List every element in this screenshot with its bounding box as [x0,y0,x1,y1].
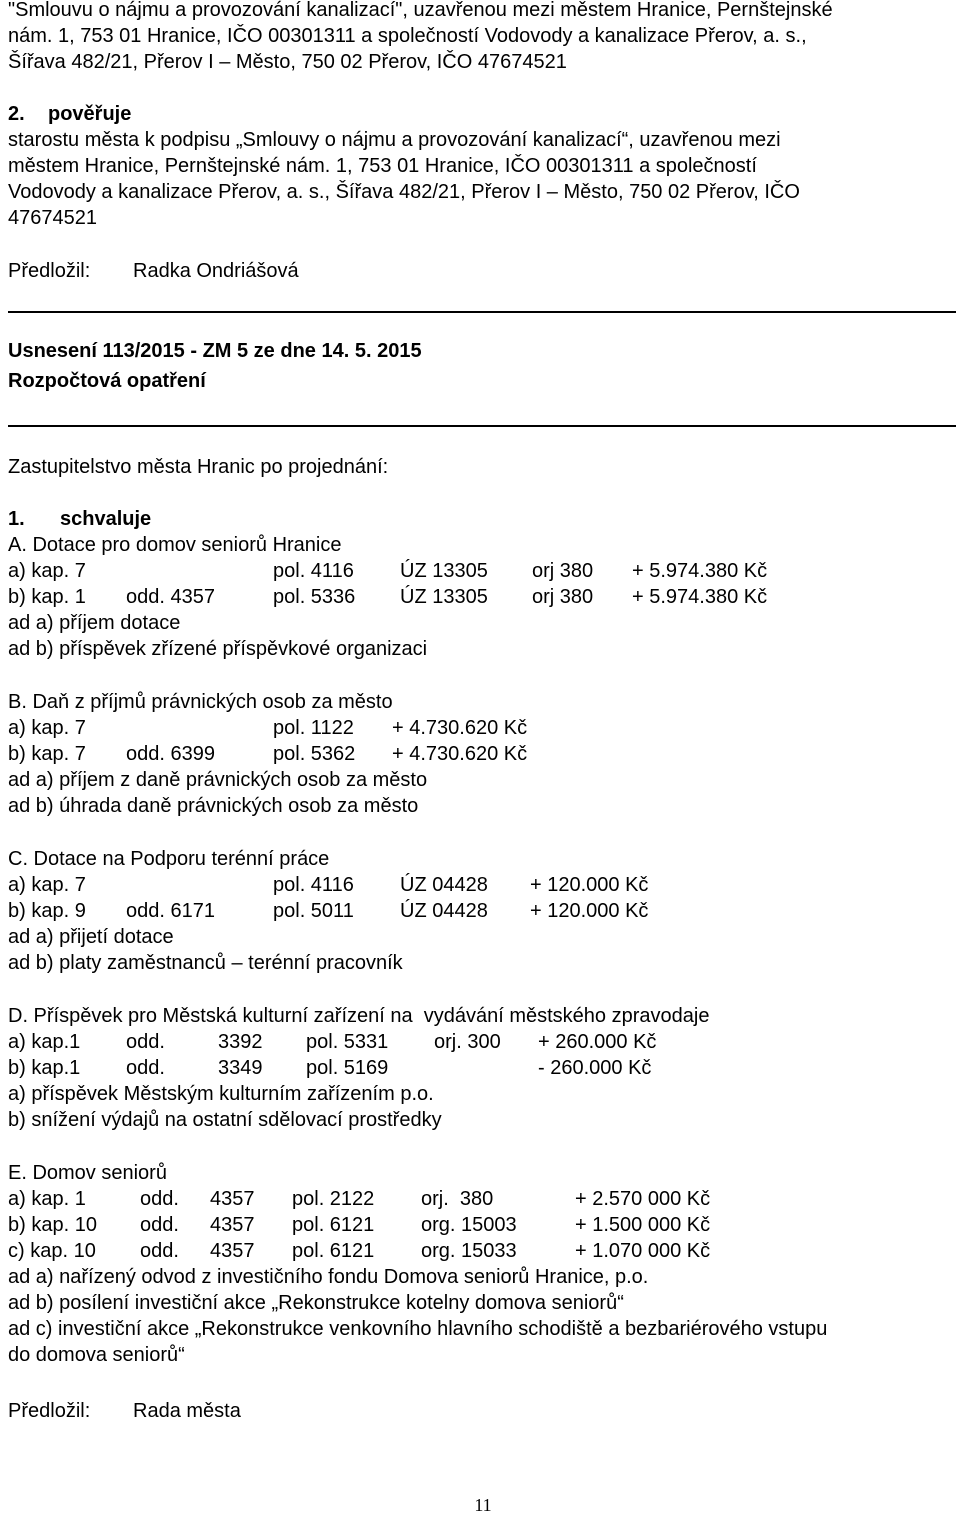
submitter-label: Předložil: [8,260,91,282]
section-b-note: ad b) úhrada daně právnických osob za město [8,795,419,817]
section-b-title: B. Daň z příjmů právnických osob za město [8,691,393,713]
row-org: org. 15033 [421,1240,517,1262]
section-e-note: ad a) nařízený odvod z investičního fondu Domova seniorů Hranice, p.o. [8,1266,649,1288]
row-chapter: c) kap. 10 [8,1240,96,1262]
section-d-title: D. Příspěvek pro Městská kulturní zařízení na vydávání městského zpravodaje [8,1005,710,1027]
row-item: pol. 2122 [292,1188,375,1210]
section-e-note: ad c) investiční akce „Rekonstrukce venkovního hlavního schodiště a bezbariérového vstupu [8,1318,828,1340]
item2-line: městem Hranice, Pernštejnské nám. 1, 753 01 Hranice, IČO 00301311 a společností [8,155,757,177]
row-section: odd. 6399 [126,743,215,765]
section-b-note: ad a) příjem z daně právnických osob za město [8,769,428,791]
row-section-label: odd. [140,1214,179,1236]
row-amount: + 120.000 Kč [530,874,649,896]
item2-line: starostu města k podpisu „Smlouvy o nájmu a provozování kanalizací“, uzavřenou mezi [8,129,781,151]
section-d-note: b) snížení výdajů na ostatní sdělovací prostředky [8,1109,442,1131]
row-section: odd. 4357 [126,586,215,608]
row-amount: + 4.730.620 Kč [392,743,528,765]
row-amount: + 1.500 000 Kč [575,1214,711,1236]
row-chapter: b) kap.1 [8,1057,81,1079]
section-e-note: do domova seniorů“ [8,1344,185,1366]
row-item: pol. 4116 [273,560,354,582]
row-chapter: b) kap. 7 [8,743,86,765]
row-section: odd. 6171 [126,900,215,922]
submitter-name: Radka Ondriášová [133,260,299,282]
item2-line: Vodovody a kanalizace Přerov, a. s., Šířava 482/21, Přerov I – Město, 750 02 Přerov, IČO [8,181,800,203]
row-item: pol. 5169 [306,1057,389,1079]
row-item: pol. 5362 [273,743,356,765]
row-amount: + 5.974.380 Kč [632,560,768,582]
row-orj: orj 380 [532,560,594,582]
row-amount: + 1.070 000 Kč [575,1240,711,1262]
item2-verb: pověřuje [48,103,132,125]
row-chapter: a) kap. 1 [8,1188,86,1210]
row-chapter: a) kap. 7 [8,717,86,739]
row-item: pol. 4116 [273,874,354,896]
row-item: pol. 6121 [292,1240,375,1262]
intro-line: nám. 1, 753 01 Hranice, IČO 00301311 a společností Vodovody a kanalizace Přerov, a. s., [8,25,807,47]
row-section: 4357 [210,1240,255,1262]
section-c-note: ad b) platy zaměstnanců – terénní pracovník [8,952,403,974]
row-section-label: odd. [140,1240,179,1262]
section-a-note: ad a) příjem dotace [8,612,181,634]
row-item: pol. 1122 [273,717,354,739]
council-intro: Zastupitelstvo města Hranic po projednání: [8,456,389,478]
row-item: pol. 6121 [292,1214,375,1236]
section-e-title: E. Domov seniorů [8,1162,167,1184]
row-uz: ÚZ 13305 [400,586,488,608]
row-section-label: odd. [126,1057,165,1079]
row-chapter: b) kap. 10 [8,1214,97,1236]
row-amount: - 260.000 Kč [538,1057,652,1079]
item2-number: 2. [8,103,25,125]
row-amount: + 5.974.380 Kč [632,586,768,608]
row-section-label: odd. [126,1031,165,1053]
section-c-note: ad a) přijetí dotace [8,926,174,948]
row-item: pol. 5011 [273,900,354,922]
section-e-note: ad b) posílení investiční akce „Rekonstrukce kotelny domova seniorů“ [8,1292,624,1314]
row-section: 4357 [210,1214,255,1236]
row-chapter: b) kap. 9 [8,900,86,922]
submitter-name: Rada města [133,1400,241,1422]
section-d-note: a) příspěvek Městským kulturním zařízením p.o. [8,1083,434,1105]
row-uz: ÚZ 04428 [400,900,488,922]
row-section: 3392 [218,1031,263,1053]
row-org: org. 15003 [421,1214,517,1236]
row-uz: ÚZ 04428 [400,874,488,896]
row-amount: + 120.000 Kč [530,900,649,922]
row-amount: + 2.570 000 Kč [575,1188,711,1210]
row-chapter: b) kap. 1 [8,586,86,608]
row-section: 3349 [218,1057,263,1079]
divider [8,311,956,313]
row-chapter: a) kap. 7 [8,874,86,896]
row-item: pol. 5336 [273,586,356,608]
row-amount: + 260.000 Kč [538,1031,657,1053]
section-a-note: ad b) příspěvek zřízené příspěvkové organizaci [8,638,428,660]
intro-line: Šířava 482/21, Přerov I – Město, 750 02 Přerov, IČO 47674521 [8,51,567,73]
intro-line: "Smlouvu o nájmu a provozování kanalizací", uzavřenou mezi městem Hranice, Pernštejnské [8,0,833,21]
approve-verb: schvaluje [60,508,152,530]
resolution-subject: Rozpočtová opatření [8,370,206,392]
submitter-label: Předložil: [8,1400,91,1422]
row-orj: orj. 300 [434,1031,501,1053]
row-uz: ÚZ 13305 [400,560,488,582]
divider [8,425,956,427]
section-a-title: A. Dotace pro domov seniorů Hranice [8,534,342,556]
section-c-title: C. Dotace na Podporu terénní práce [8,848,330,870]
row-section-label: odd. [140,1188,179,1210]
row-orj: orj 380 [532,586,594,608]
row-amount: + 4.730.620 Kč [392,717,528,739]
row-chapter: a) kap.1 [8,1031,81,1053]
row-org: orj. 380 [421,1188,494,1210]
row-chapter: a) kap. 7 [8,560,86,582]
page-number: 11 [474,1495,492,1515]
row-section: 4357 [210,1188,255,1210]
row-item: pol. 5331 [306,1031,389,1053]
resolution-title: Usnesení 113/2015 - ZM 5 ze dne 14. 5. 2015 [8,340,422,362]
approve-number: 1. [8,508,25,530]
item2-line: 47674521 [8,207,97,229]
